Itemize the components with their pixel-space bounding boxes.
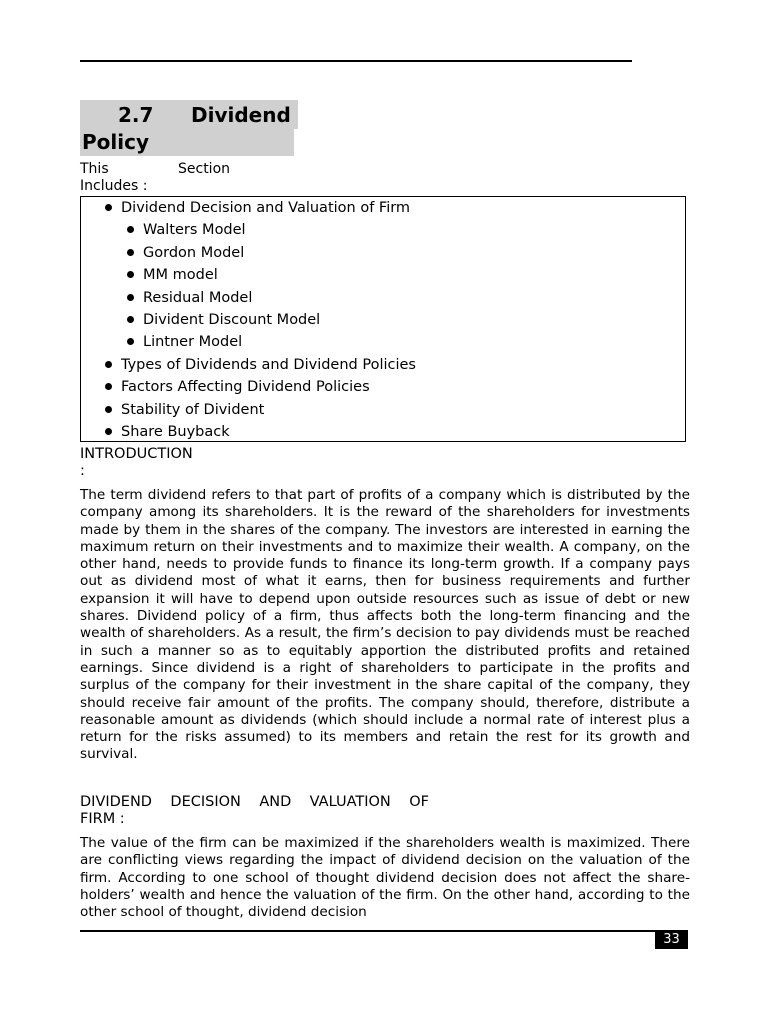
dividend-decision-heading: DIVIDEND DECISION AND VALUATION OF FIRM : [80,794,429,827]
list-item: Gordon Model [143,244,244,262]
bullet-icon [105,204,112,211]
list-item: Stability of Divident [121,401,264,419]
section-number: 2.7 [118,103,154,127]
list-item: Divident Discount Model [143,311,320,329]
list-item: Types of Dividends and Dividend Policies [121,356,416,374]
bullet-icon [127,316,134,323]
dividend-decision-paragraph: The value of the firm can be maximized if the shareholders wealth is maximized. There are conflicting views regarding the impact of dividend decision on the valuation of the firm. According to one school of thought dividend decision does not affect the share-holders’ wealth and hence the valuation of the firm. On the other hand, according to the other school of thought, dividend decision [80,835,690,921]
list-item: Walters Model [143,221,246,239]
page-number: 33 [655,931,688,949]
section-includes-label [80,161,230,195]
bottom-rule [80,930,688,932]
list-item: MM model [143,266,218,284]
section-contents-box [80,196,686,442]
includes-word-this: This [80,161,109,177]
list-item: Share Buyback [121,423,230,441]
list-item: Factors Affecting Dividend Policies [121,378,370,396]
introduction-paragraph: The term dividend refers to that part of profits of a company which is distributed by the company among its shareholders. It is the reward of the shareholders for investments made by them in the shares of the company. The investors are interested in earning the maximum return on their investments and to maximize their wealth. A company, on the other hand, needs to provide funds to finance its long-term growth. If a company pays out as dividend most of what it earns, then for business requirements and further expansion it will have to depend upon outside resources such as issue of debt or new shares. Dividend policy of a firm, thus affects both the long-term financing and the wealth of shareholders. As a result, the firm’s decision to pay dividends must be reached in such a manner so as to equitably apportion the distributed profits and retained earnings. Since dividend is a right of shareholders to participate in the profits and surplus of the company for their investment in the share capital of the company, they should receive fair amount of the profits. The company should, therefore, distribute a reasonable amount as dividends (which should include a normal rate of interest plus a return for the risks assumed) to its members and retain the rest for its growth and survival. [80,487,690,763]
includes-word-includes: Includes : [80,178,148,194]
bullet-icon [127,294,134,301]
bullet-icon [127,226,134,233]
list-item: Dividend Decision and Valuation of Firm [121,199,410,217]
top-rule [80,60,632,62]
introduction-heading: INTRODUCTION : [80,446,193,479]
bullet-icon [127,338,134,345]
bullet-icon [127,271,134,278]
bullet-icon [105,383,112,390]
section-title-word1: Dividend [191,103,291,127]
bullet-icon [105,406,112,413]
includes-word-section: Section [178,161,231,177]
section-title-line2: Policy [82,130,150,154]
bullet-icon [127,249,134,256]
section-title-line1 [118,101,291,129]
list-item: Residual Model [143,289,252,307]
list-item: Lintner Model [143,333,242,351]
bullet-icon [105,428,112,435]
bullet-icon [105,361,112,368]
